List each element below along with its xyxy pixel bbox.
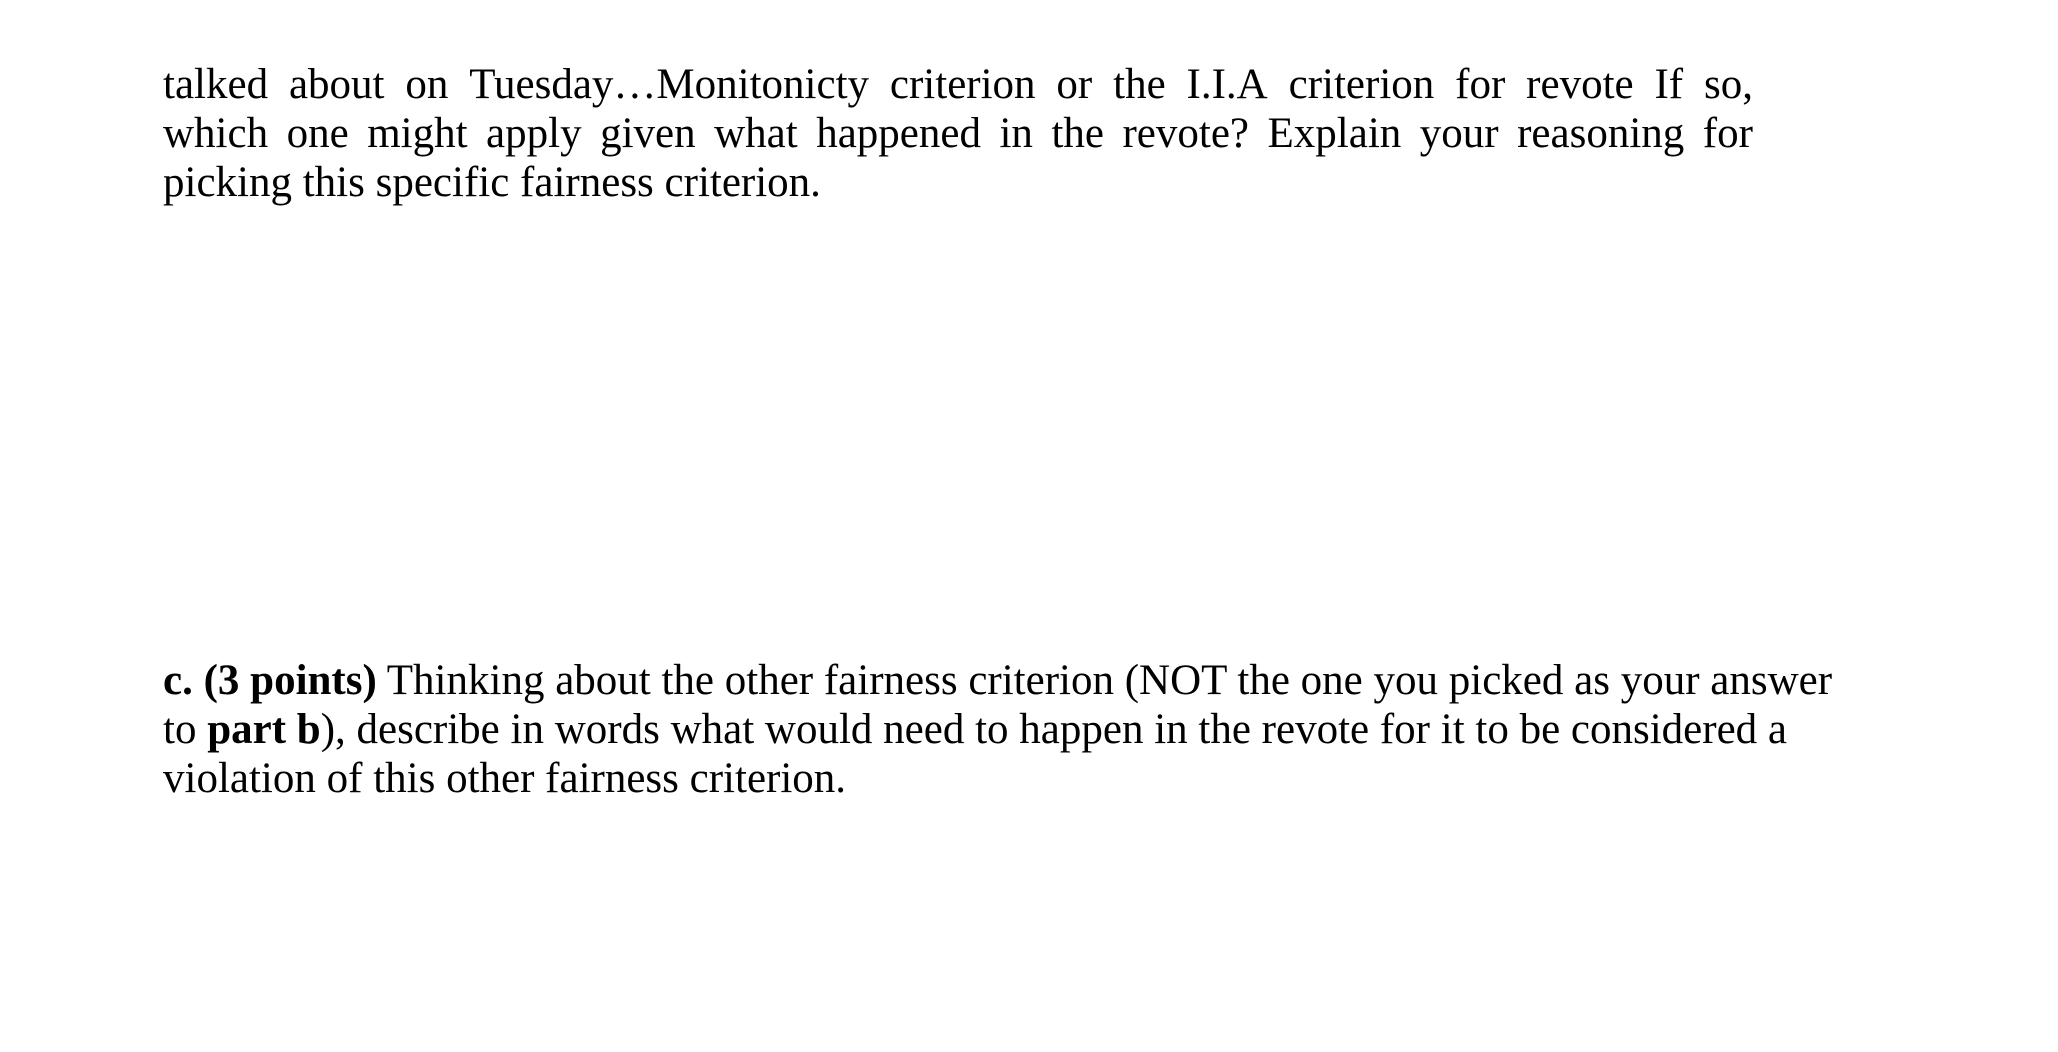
word: your xyxy=(1419,110,1499,157)
word: what xyxy=(714,110,798,157)
question-c-line-2 xyxy=(163,705,1863,754)
word: talked xyxy=(163,61,269,108)
word: I.I.A xyxy=(1186,61,1268,108)
question-b-line-2 xyxy=(163,109,1753,158)
word: for xyxy=(1702,110,1753,157)
part-b-reference: part b xyxy=(207,706,321,753)
word: given xyxy=(600,110,696,157)
word: revote xyxy=(1526,61,1634,108)
word: Explain xyxy=(1267,110,1402,157)
word: Tuesday…Monitonicty xyxy=(469,61,870,108)
question-b-line-3: picking this specific fairness criterion. xyxy=(163,159,821,206)
question-b-continuation xyxy=(163,60,1753,207)
word: for xyxy=(1455,61,1506,108)
word: reasoning xyxy=(1517,110,1685,157)
word: one xyxy=(286,110,349,157)
question-c-label: c. (3 points) xyxy=(163,657,377,704)
question-c xyxy=(163,656,1863,803)
question-c-line-1 xyxy=(163,656,1863,705)
word: criterion xyxy=(889,61,1036,108)
question-b-line-1 xyxy=(163,60,1753,109)
word: If xyxy=(1654,61,1684,108)
question-c-line-3: violation of this other fairness criterion. xyxy=(163,755,847,802)
word: about xyxy=(288,61,385,108)
word: criterion xyxy=(1288,61,1435,108)
word: in xyxy=(999,110,1033,157)
word: or xyxy=(1056,61,1093,108)
word: apply xyxy=(486,110,582,157)
word: happened xyxy=(816,110,981,157)
question-c-line-2-start: to xyxy=(163,706,208,753)
word: the xyxy=(1051,110,1104,157)
question-c-line-1-text: Thinking about the other fairness criterion (NOT the one you picked as your answer xyxy=(376,657,1833,704)
word: on xyxy=(405,61,449,108)
word: revote? xyxy=(1122,110,1250,157)
word: which xyxy=(163,110,269,157)
word: the xyxy=(1113,61,1166,108)
word: might xyxy=(367,110,468,157)
word: so, xyxy=(1704,61,1753,108)
question-c-line-2-text: ), describe in words what would need to happen in the revote for it to be considered a xyxy=(320,706,1788,753)
